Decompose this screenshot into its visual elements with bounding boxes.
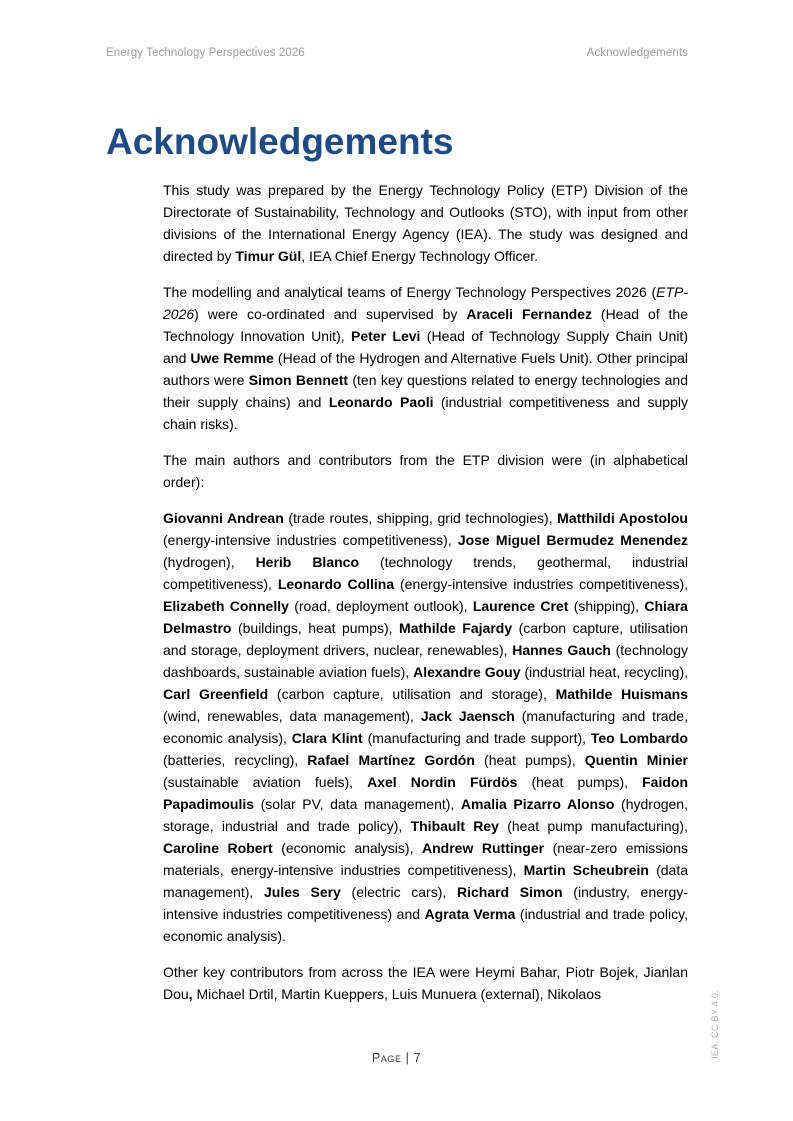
body-paragraph-5: Other key contributors from across the IEA were Heymi Bahar, Piotr Bojek, Jianlan Dou, Michael Drtil, Martin Kueppers, Luis Munuera (external), Nikolaos — [163, 964, 688, 1002]
page-number: Page | 7 — [371, 1051, 422, 1065]
page-footer — [0, 1051, 793, 1065]
running-header-left: Energy Technology Perspectives 2026 — [106, 47, 305, 59]
running-header-right: Acknowledgements — [586, 47, 688, 59]
license-note: IEA. CC BY 4.0. — [710, 990, 720, 1059]
page-title: Acknowledgements — [106, 121, 454, 162]
body-paragraph-2: The modelling and analytical teams of Energy Technology Perspectives 2026 (ETP-2026) were co-ordinated and supervised by Araceli Fernandez (Head of the Technology Innovation Unit), Peter Levi (Head of Technology Supply Chain Unit) and Uwe Remme (Head of the Hydrogen and Alternative Fuels Unit). Other principal authors were Simon Bennett (ten key questions related to energy technologies and their supply chains) and Leonardo Paoli (industrial competitiveness and supply chain risks). — [163, 284, 689, 432]
body-paragraph-4: Giovanni Andrean (trade routes, shipping, grid technologies), Matthildi Apostolou (energy-intensive industries competitiveness), Jose Miguel Bermudez Menendez (hydrogen), Herib Blanco (technology trends, geothermal, industrial competitiveness), Leonardo Collina (energy-intensive industries competitiveness), Elizabeth Connelly (road, deployment outlook), Laurence Cret (shipping), Chiara Delmastro (buildings, heat pumps), Mathilde Fajardy (carbon capture, utilisation and storage, deployment drivers, nuclear, renewables), Hannes Gauch (technology dashboards, sustainable aviation fuels), Alexandre Gouy (industrial heat, recycling), Carl Greenfield (carbon capture, utilisation and storage), Mathilde Huismans (wind, renewables, data management), Jack Jaensch (manufacturing and trade, economic analysis), Clara Klint (manufacturing and trade support), Teo Lombardo (batteries, recycling), Rafael Martínez Gordón (heat pumps), Quentin Minier (sustainable aviation fuels), Axel Nordin Fürdös (heat pumps), Faidon Papadimoulis (solar PV, data management), Amalia Pizarro Alonso (hydrogen, storage, industrial and trade policy), Thibault Rey (heat pump manufacturing), Caroline Robert (economic analysis), Andrew Ruttinger (near-zero emissions materials, energy-intensive industries competitiveness), Martin Scheubrein (data management), Jules Sery (electric cars), Richard Simon (industry, energy-intensive industries competitiveness) and Agrata Verma (industrial and trade policy, economic analysis). — [163, 510, 689, 944]
running-header — [0, 0, 793, 59]
body-paragraph-3: The main authors and contributors from the ETP division were (in alphabetical order): — [163, 452, 688, 490]
body-paragraph-1: This study was prepared by the Energy Technology Policy (ETP) Division of the Directorate of Sustainability, Technology and Outlooks (STO), with input from other divisions of the International Energy Agency (IEA). The study was designed and directed by Timur Gül, IEA Chief Energy Technology Officer. — [163, 182, 688, 264]
document-body — [163, 179, 688, 1005]
